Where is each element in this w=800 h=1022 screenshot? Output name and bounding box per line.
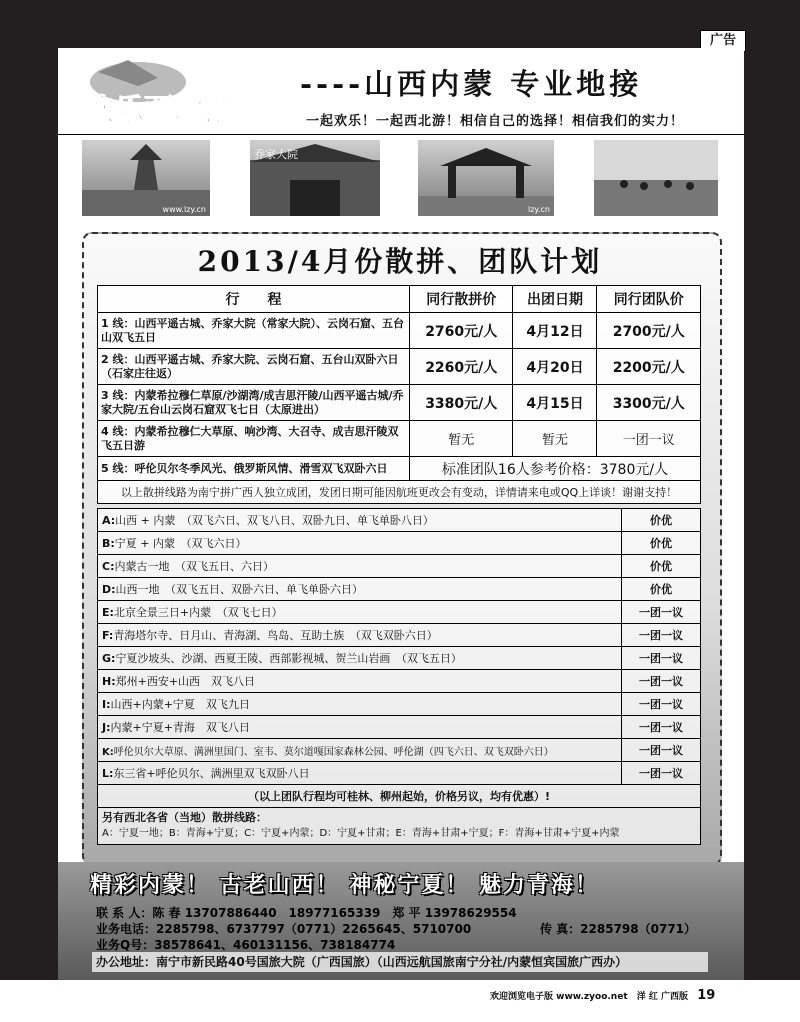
route-cell: 4 线：内蒙希拉穆仁大草原、响沙湾、大召寺、成吉思汗陵双飞五日游 <box>98 421 410 457</box>
table-row <box>98 762 701 785</box>
price-cell: 暂无 <box>410 421 513 457</box>
route-code: L: <box>102 767 114 780</box>
date-cell: 暂无 <box>513 421 597 457</box>
contact-people: 联 系 人：陈 春 13707886440 18977165339 郑 平 13978629554 <box>96 906 517 920</box>
footer <box>490 984 790 1008</box>
route-text: 山西 + 内蒙 （双飞六日、双飞八日、双卧九日、单飞单卧八日） <box>115 514 434 527</box>
col-price: 同行散拼价 <box>410 286 513 313</box>
route-value: 一团一议 <box>622 601 701 624</box>
route-code: K: <box>102 746 114 758</box>
route-text: 山西+内蒙+宁夏 双飞九日 <box>110 698 250 711</box>
date-cell: 4月20日 <box>513 349 597 385</box>
table-row <box>98 624 701 647</box>
team-cell: 2200元/人 <box>597 349 701 385</box>
route-text: 北京全景三日+内蒙 （双飞七日） <box>113 606 283 619</box>
route-text: 宁夏 + 内蒙 （双飞六日） <box>114 537 247 550</box>
table-row <box>98 693 701 716</box>
gate-photo <box>418 140 554 216</box>
route-code: F: <box>102 629 114 642</box>
team-cell: 2700元/人 <box>597 313 701 349</box>
route-code: D: <box>102 583 116 596</box>
route-code: J: <box>102 721 111 734</box>
route-text: 呼伦贝尔大草原、满洲里国门、室韦、莫尔道嘎国家森林公园、呼伦湖（四飞六日、双飞双卧六日） <box>113 746 554 758</box>
plan-table-header <box>98 286 701 313</box>
table-row <box>98 555 701 578</box>
route-value: 价优 <box>622 509 701 532</box>
routes-table <box>97 508 701 845</box>
courtyard-photo <box>250 140 380 216</box>
table-row <box>98 578 701 601</box>
photo-caption: www.lzy.cn <box>162 205 206 214</box>
route-code: A: <box>102 514 116 527</box>
table-row <box>98 457 701 481</box>
table-row <box>98 670 701 693</box>
date-cell: 4月15日 <box>513 385 597 421</box>
top-frame <box>0 0 800 48</box>
other-routes-title: 另有西北各省（当地）散拼线路： <box>102 811 267 824</box>
photo-caption: 乔家大院 <box>254 148 298 161</box>
date-cell: 4月12日 <box>513 313 597 349</box>
pagoda-photo <box>82 140 210 216</box>
route-text: 内蒙古一地 （双飞五日、六日） <box>114 560 274 573</box>
photo-caption: lzy.cn <box>527 205 550 214</box>
route-text: 宁夏沙坡头、沙湖、西夏王陵、西部影视城、贺兰山岩画 （双飞五日） <box>115 652 462 665</box>
routes-footer-row <box>98 785 701 808</box>
table-row <box>98 647 701 670</box>
notice-text: 以上散拼线路为南宁拼广西人独立成团，发团日期可能因航班更改会有变动，详情请来电或QQ上详谈！谢谢支持！ <box>98 481 701 504</box>
contact-phone: 业务电话：2285798、6737797（0771）2265645、5710700 <box>96 922 472 936</box>
route-value: 一团一议 <box>622 670 701 693</box>
team-cell: 一团一议 <box>597 421 701 457</box>
footer-brand: 洋 红 广西版 <box>636 992 689 1002</box>
route-code: I: <box>102 698 111 711</box>
route-value: 一团一议 <box>622 647 701 670</box>
route-text: 青海塔尔寺、日月山、青海湖、鸟岛、互助土族 （双飞双卧六日） <box>113 629 438 642</box>
route-value: 价优 <box>622 555 701 578</box>
table-row <box>98 601 701 624</box>
route-cell: 1 线：山西平遥古城、乔家大院（常家大院）、云岗石窟、五台山双飞五日 <box>98 313 410 349</box>
notice-row <box>98 481 701 504</box>
contact-address: 办公地址：南宁市新民路40号国旅大院（广西国旅）（山西远航国旅南宁分社/内蒙恒宾国旅广西办） <box>92 952 708 972</box>
route-cell: 2 线：山西平遥古城、乔家大院、云岗石窟、五台山双卧六日（石家庄往返） <box>98 349 410 385</box>
col-team-price: 同行团队价 <box>597 286 701 313</box>
table-row <box>98 421 701 457</box>
page-number: 19 <box>697 988 716 1003</box>
table-row <box>98 716 701 739</box>
footer-text: 欢迎浏览电子版 www.zyoo.net <box>490 992 628 1002</box>
route-value: 价优 <box>622 532 701 555</box>
route-text: 郑州+西安+山西 双飞八日 <box>115 675 256 688</box>
route-code: C: <box>102 560 115 573</box>
route-text: 山西一地 （双飞五日、双卧六日、单飞单卧六日） <box>115 583 364 596</box>
routes-footer: （以上团队行程均可桂林、柳州起始，价格另议，均有优惠）! <box>98 785 701 808</box>
grassland-photo <box>594 140 718 216</box>
table-row <box>98 532 701 555</box>
table-row <box>98 385 701 421</box>
route-code: B: <box>102 537 115 550</box>
plan-table <box>97 285 701 504</box>
grassland-icon <box>594 140 718 216</box>
other-routes-row <box>98 808 701 845</box>
col-route: 行 程 <box>98 286 410 313</box>
route-text: 东三省+呼伦贝尔、满洲里双飞双卧八日 <box>113 767 310 780</box>
left-frame <box>0 0 58 980</box>
promo-slogan: 精彩内蒙！ 古老山西！ 神秘宁夏！ 魅力青海！ <box>90 873 599 898</box>
route-text: 内蒙+宁夏+青海 双飞八日 <box>110 721 250 734</box>
price-cell: 2260元/人 <box>410 349 513 385</box>
route-cell: 3 线：内蒙希拉穆仁草原/沙湖湾/成吉思汗陵/山西平遥古城/乔家大院/五台山云岗石窟双飞七日（太原进出） <box>98 385 410 421</box>
plan-title: 2013/4月份散拼、团队计划 <box>197 245 603 278</box>
table-row <box>98 313 701 349</box>
logo <box>78 52 298 130</box>
contact-fax: 传 真：2285798（0771） <box>540 922 697 936</box>
route-cell: 5 线：呼伦贝尔冬季风光、俄罗斯风情、滑雪双飞双卧六日 <box>98 457 410 481</box>
route-code: G: <box>102 652 116 665</box>
team-cell: 3300元/人 <box>597 385 701 421</box>
route-value: 一团一议 <box>622 716 701 739</box>
table-row <box>98 349 701 385</box>
col-date: 出团日期 <box>513 286 597 313</box>
route-value: 一团一议 <box>622 762 701 785</box>
table-row <box>98 739 701 762</box>
route-value: 一团一议 <box>622 624 701 647</box>
ad-tag: 广告 <box>700 30 746 52</box>
right-frame <box>744 0 800 980</box>
route-code: E: <box>102 606 114 619</box>
headline: ----山西内蒙 专业地接 <box>300 67 643 101</box>
row5-note: 标准团队16人参考价格：3780元/人 <box>410 457 701 481</box>
slogan: 一起欢乐！一起西北游！相信自己的选择！相信我们的实力！ <box>306 114 685 129</box>
logo-text: 欣乐西北游 <box>84 93 234 128</box>
route-value: 价优 <box>622 578 701 601</box>
table-row <box>98 509 701 532</box>
price-cell: 3380元/人 <box>410 385 513 421</box>
other-routes-list: A：宁夏一地；B：青海+宁夏；C：宁夏+内蒙；D：宁夏+甘肃；E：青海+甘肃+宁夏；F：青海+甘肃+宁夏+内蒙 <box>102 828 620 839</box>
route-value: 一团一议 <box>622 693 701 716</box>
contact-qq: 业务Q号：38578641、460131156、738184774 <box>96 938 396 952</box>
price-cell: 2760元/人 <box>410 313 513 349</box>
route-code: H: <box>102 675 116 688</box>
route-value: 一团一议 <box>622 739 701 762</box>
